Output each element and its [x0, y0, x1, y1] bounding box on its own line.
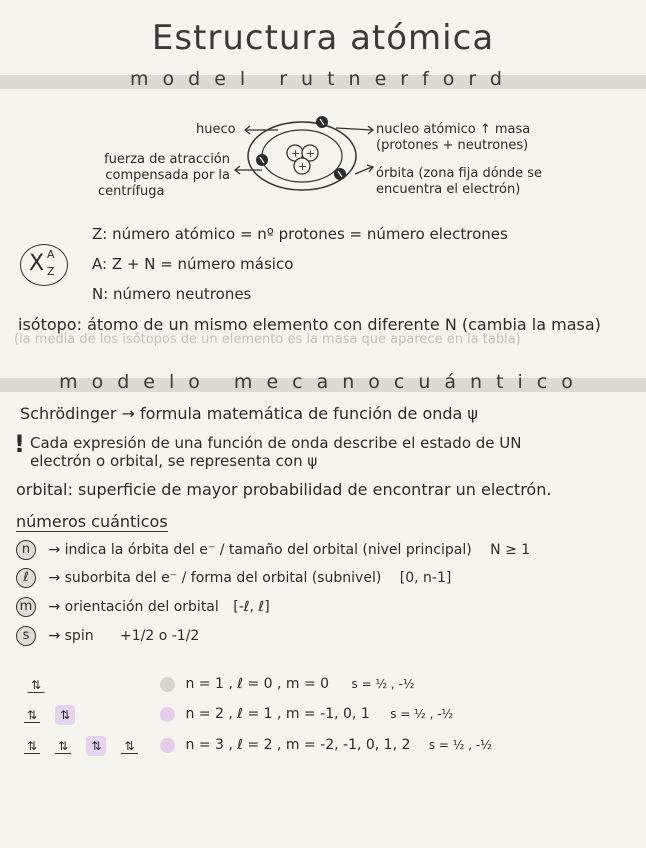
notation-z: Z: número atómico = nº protones = número electrones: [92, 225, 508, 243]
orbital-text: superficie de mayor probabilidad de encontrar un electrón.: [77, 480, 552, 499]
cada-line-1: Cada expresión de una función de onda describe el estado de UN: [30, 434, 522, 452]
svg-text:+: +: [298, 160, 308, 173]
orbital-box: ⇅: [28, 678, 44, 693]
orbital-box: ⇅: [55, 739, 71, 754]
isotopo-note: (la media de los isótopos de un elemento es la masa que aparece en la tabla): [14, 332, 521, 347]
level-3: n = 3 , ℓ = 2 , m = -2, -1, 0, 1, 2 s = ½ , -½: [160, 736, 492, 754]
letter-m-badge: m: [16, 597, 36, 617]
schrodinger-line: Schrödinger → formula matemática de función de onda ψ: [20, 404, 478, 423]
level-1: n = 1 , ℓ = 0 , m = 0 s = ½ , -½: [160, 675, 415, 693]
level-2-dot: [160, 707, 175, 722]
quantum-l: ℓ → suborbita del e⁻ / forma del orbital (subnivel) [0, n-1]: [16, 568, 451, 588]
label-hueco: hueco: [196, 122, 236, 137]
level-2-orbitals: [24, 704, 85, 725]
orbital-box: ⇅: [86, 736, 106, 756]
label-orbita: órbita (zona fija dónde se encuentra el electrón): [376, 166, 543, 197]
cada-line-2: electrón o orbital, se representa con ψ: [30, 452, 318, 470]
label-nucleo: nucleo atómico ↑ masa (protones + neutrones): [376, 122, 531, 153]
quantum-n: n → indica la órbita del e⁻ / tamaño del orbital (nivel principal) N ≥ 1: [16, 540, 530, 560]
notation-symbol: X A Z: [20, 244, 68, 286]
notation-a: A: Z + N = número másico: [92, 255, 294, 273]
orbital-box: ⇅: [24, 739, 40, 754]
section-title-mecanocuantico: modelo mecanocuántico: [59, 371, 587, 393]
isotopo-label: isótopo:: [18, 315, 82, 334]
isotopo-text: átomo de un mismo elemento con diferente N (cambia la masa): [87, 315, 601, 334]
section-title-rutherford: model rutnerford: [130, 68, 516, 90]
level-1-dot: [160, 677, 175, 692]
quantum-m: m → orientación del orbital [-ℓ, ℓ]: [16, 597, 270, 617]
numeros-heading: números cuánticos: [16, 512, 168, 531]
svg-text:+: +: [291, 147, 301, 160]
quantum-s: s → spin +1/2 o -1/2: [16, 626, 199, 646]
level-3-orbitals: [24, 735, 148, 756]
letter-l-badge: ℓ: [16, 568, 36, 588]
svg-text:+: +: [306, 147, 316, 160]
letter-n-badge: n: [16, 540, 36, 560]
notation-n: N: número neutrones: [92, 285, 252, 303]
orbital-box: ⇅: [121, 739, 137, 754]
level-3-dot: [160, 738, 175, 753]
orbital-box: ⇅: [24, 708, 40, 723]
letter-s-badge: s: [16, 626, 36, 646]
orbital-box: ⇅: [55, 705, 75, 725]
orbital-definition: [16, 480, 638, 500]
level-2: n = 2 , ℓ = 1 , m = -1, 0, 1 s = ½ , -½: [160, 705, 453, 723]
page-title: Estructura atómica: [151, 18, 495, 58]
level-1-orbitals: [28, 674, 54, 693]
label-fuerza: fuerza de atracción compensada por la centrífuga: [98, 152, 230, 199]
orbital-label: orbital:: [16, 480, 73, 499]
warning-mark: !: [14, 430, 25, 458]
